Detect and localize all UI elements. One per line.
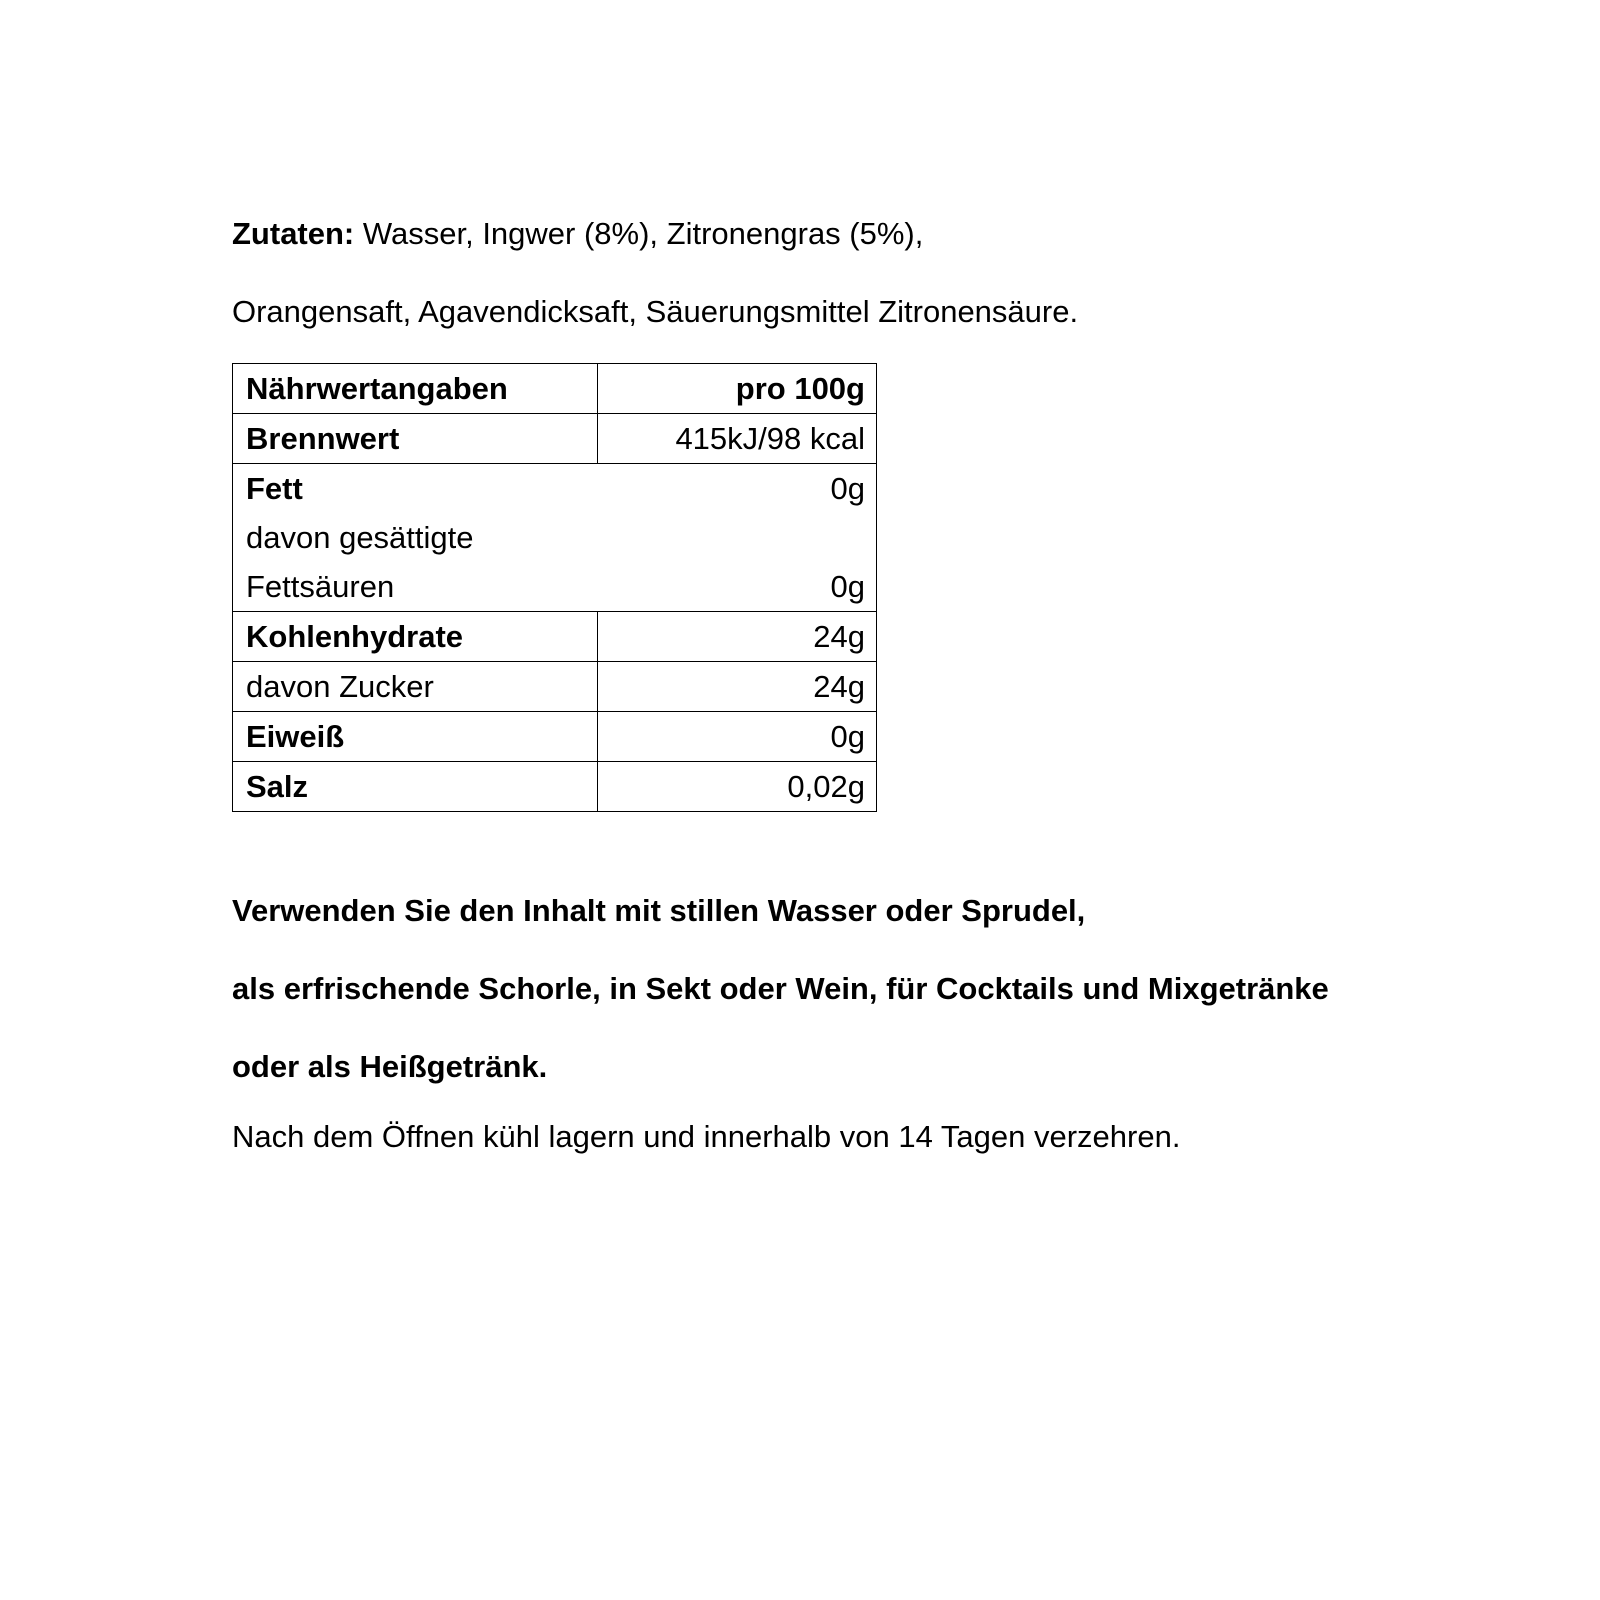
table-row: [233, 712, 877, 762]
nutrition-header-label: Nährwertangaben: [233, 364, 598, 414]
table-row: [233, 612, 877, 662]
ingredients-line-2: Orangensaft, Agavendicksaft, Säuerungsmittel Zitronensäure.: [232, 294, 1079, 329]
nutrition-table: [232, 363, 877, 812]
usage-line-2: als erfrischende Schorle, in Sekt oder Wein, für Cocktails und Mixgetränke: [232, 971, 1329, 1006]
energy-label: Brennwert: [233, 414, 598, 464]
table-row: [233, 414, 877, 464]
saturated-fat-label-1: davon gesättigte: [246, 520, 474, 555]
salt-label: Salz: [233, 762, 598, 812]
fat-label-cell: [233, 464, 598, 612]
sugar-value: 24g: [598, 662, 877, 712]
usage-line-3: oder als Heißgetränk.: [232, 1049, 548, 1084]
fat-value: 0g: [830, 471, 865, 506]
ingredients-label: Zutaten:: [232, 216, 355, 251]
table-row: [233, 762, 877, 812]
saturated-fat-value: 0g: [830, 569, 865, 604]
fat-value-cell: [598, 464, 877, 612]
protein-value: 0g: [598, 712, 877, 762]
usage-instructions: [232, 892, 1432, 1086]
salt-value: 0,02g: [598, 762, 877, 812]
table-row: [233, 364, 877, 414]
storage-note: Nach dem Öffnen kühl lagern und innerhalb von 14 Tagen verzehren.: [232, 1119, 1181, 1154]
energy-value: 415kJ/98 kcal: [598, 414, 877, 464]
spacer: [611, 513, 866, 562]
fat-label: Fett: [246, 471, 303, 506]
nutrition-header-value: pro 100g: [598, 364, 877, 414]
document-page: [232, 215, 1432, 1156]
table-row: [233, 662, 877, 712]
protein-label: Eiweiß: [233, 712, 598, 762]
saturated-fat-label-2: Fettsäuren: [246, 569, 395, 604]
usage-line-1: Verwenden Sie den Inhalt mit stillen Wasser oder Sprudel,: [232, 893, 1086, 928]
carbs-label: Kohlenhydrate: [233, 612, 598, 662]
sugar-label: davon Zucker: [233, 662, 598, 712]
table-row: [233, 464, 877, 612]
carbs-value: 24g: [598, 612, 877, 662]
ingredients-line-1: [232, 215, 1432, 253]
ingredients-text-1: Wasser, Ingwer (8%), Zitronengras (5%),: [362, 216, 924, 251]
